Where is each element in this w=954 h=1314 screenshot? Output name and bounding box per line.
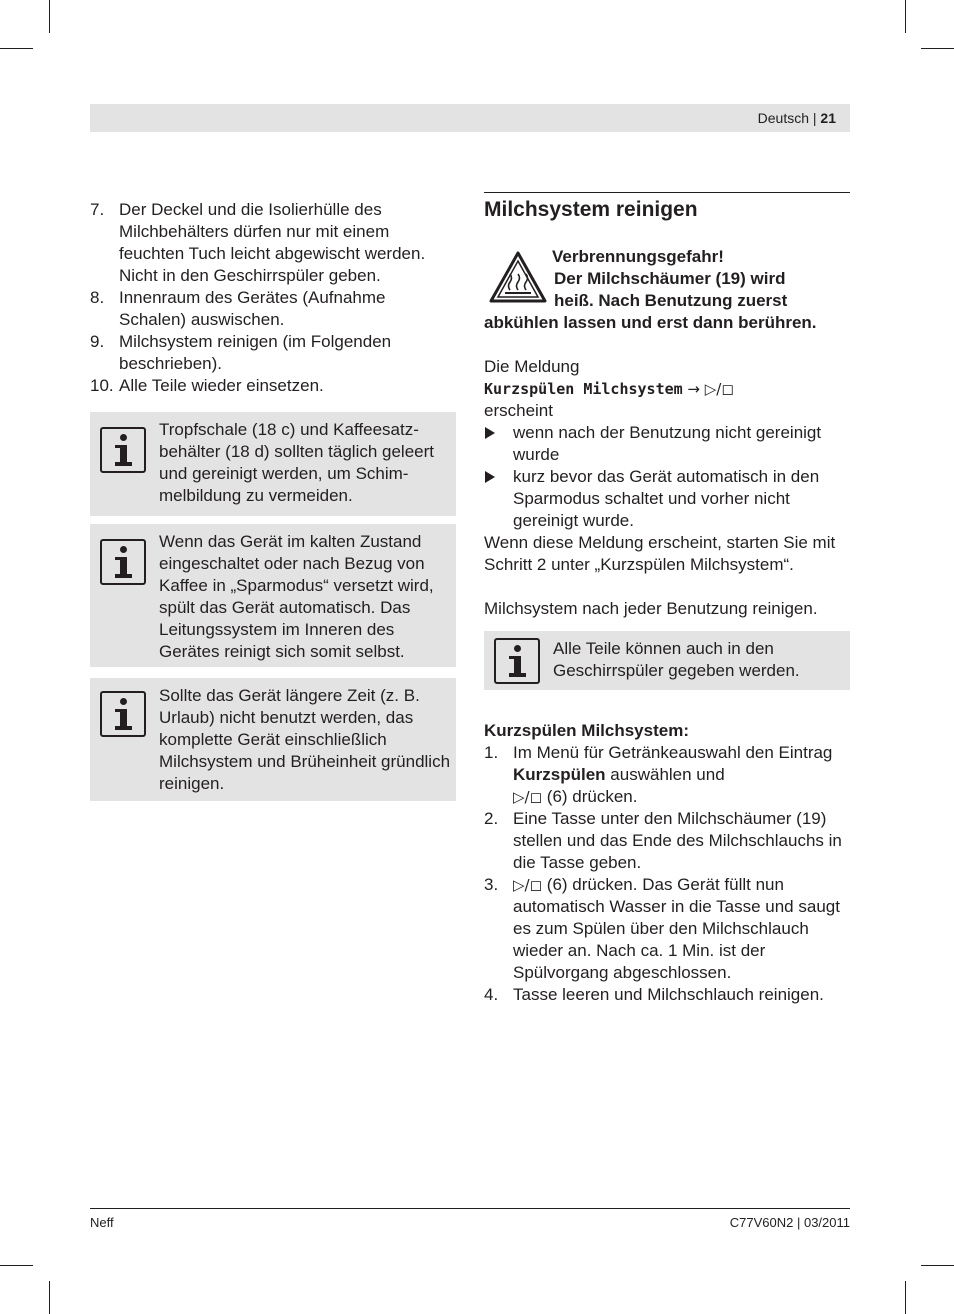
paragraph: Milchsystem nach jeder Benutzung reinigen. <box>484 599 818 618</box>
list-item: wenn nach der Benutzung nicht gereinigt wurde <box>484 422 850 466</box>
footer-rule <box>90 1208 850 1209</box>
crop-mark <box>49 0 50 33</box>
cleaning-steps <box>90 199 456 397</box>
start-stop-symbol-icon: ▷/◻ <box>513 788 543 806</box>
warning-block <box>484 246 850 334</box>
right-column <box>484 192 850 1006</box>
procedure-steps <box>484 742 850 1006</box>
list-item: 4. Tasse leeren und Milchschlauch reinigen. <box>484 985 824 1004</box>
footer-model-date: C77V60N2 | 03/2011 <box>729 1215 850 1230</box>
warning-text: abkühlen lassen und erst dann berühren. <box>484 313 817 332</box>
section-title: Milchsystem reinigen <box>484 192 850 223</box>
crop-mark <box>921 1265 954 1266</box>
warning-text: heiß. Nach Benutzung zuerst <box>554 291 788 310</box>
condition-list <box>484 422 850 532</box>
list-item: 10. Alle Teile wieder einsetzen. <box>90 376 324 395</box>
header-text <box>758 110 836 126</box>
paragraph: Wenn diese Meldung erscheint, starten Sie mit Schritt 2 unter „Kurzspülen Milchsystem“. <box>484 533 836 574</box>
list-item: kurz bevor das Gerät automatisch in den Sparmodus schaltet und vorher nicht gereinigt wurde. <box>484 466 850 532</box>
warning-heading: Verbrennungsgefahr! <box>552 247 724 266</box>
page-number: 21 <box>820 110 836 126</box>
info-text: Alle Teile können auch in den Geschirrspüler gegeben werden. <box>553 639 800 680</box>
list-item: 7. Der Deckel und die Isolierhülle des Milchbehälters dürfen nur mit einem feuchten Tuch leicht abgewischt werden. Nicht in den Geschirrspüler geben. <box>90 200 426 285</box>
message-intro: Die Meldung <box>484 357 580 376</box>
crop-mark <box>0 1265 33 1266</box>
info-text: Sollte das Gerät längere Zeit (z. B. Urlaub) nicht benutzt werden, das komplette Gerät einschließlich Milchsystem und Brüheinheit gründlich reinigen. <box>159 686 451 793</box>
info-box <box>90 412 456 516</box>
info-icon <box>494 638 540 684</box>
list-item: 8. Innenraum des Gerätes (Aufnahme Schalen) auswischen. <box>90 288 386 329</box>
list-item: 9. Milchsystem reinigen (im Folgenden beschrieben). <box>90 332 392 373</box>
crop-mark <box>49 1281 50 1314</box>
list-item: 2. Eine Tasse unter den Milchschäumer (19) stellen und das Ende des Milchschlauchs in die Tasse geben. <box>484 809 842 872</box>
footer-brand: Neff <box>90 1215 114 1230</box>
left-column <box>90 199 456 801</box>
list-item: 3. ▷/◻ (6) drücken. Das Gerät füllt nun automatisch Wasser in die Tasse und saugt es zum Spülen über den Milchschlauch wieder an. Nach ca. 1 Min. ist der Spülvorgang abgeschlossen. <box>484 875 840 982</box>
info-box <box>90 678 456 801</box>
info-text: Wenn das Gerät im kalten Zustand eingeschaltet oder nach Bezug von Kaffee in „Sparmodus“ versetzt wird, spült das Gerät automatisch. Das Leitungssystem im Inneren des Gerätes reinigt sich somit selbst. <box>159 532 434 661</box>
message-appears: erscheint <box>484 401 553 420</box>
crop-mark <box>905 0 906 33</box>
display-message <box>484 378 850 400</box>
info-box <box>484 631 850 690</box>
info-icon <box>100 539 146 585</box>
hot-surface-warning-icon <box>488 250 548 304</box>
bullet-arrow-icon <box>485 427 495 439</box>
info-icon <box>100 427 146 473</box>
start-stop-symbol-icon: ▷/◻ <box>513 876 543 894</box>
crop-mark <box>0 48 33 49</box>
warning-text: Der Milchschäumer (19) wird <box>554 269 786 288</box>
procedure-title: Kurzspülen Milchsystem: <box>484 721 689 740</box>
info-icon <box>100 691 146 737</box>
display-text: Kurzspülen Milchsystem <box>484 380 683 398</box>
crop-mark <box>921 48 954 49</box>
page-header <box>90 104 850 132</box>
bullet-arrow-icon <box>485 471 495 483</box>
list-item: 1. Im Menü für Getränkeauswahl den Eintrag Kurzspülen auswählen und ▷/◻ (6) drücken. <box>484 743 833 806</box>
header-language: Deutsch <box>757 110 809 126</box>
info-box <box>90 524 456 667</box>
crop-mark <box>905 1281 906 1314</box>
info-text: Tropfschale (18 c) und Kaffeesatzbehälter (18 d) sollten täglich geleert und gereinigt werden, um Schimmelbildung zu vermeiden. <box>159 420 434 505</box>
start-stop-symbol-icon: → ▷/◻ <box>687 380 734 398</box>
header-separator: | <box>812 110 817 126</box>
